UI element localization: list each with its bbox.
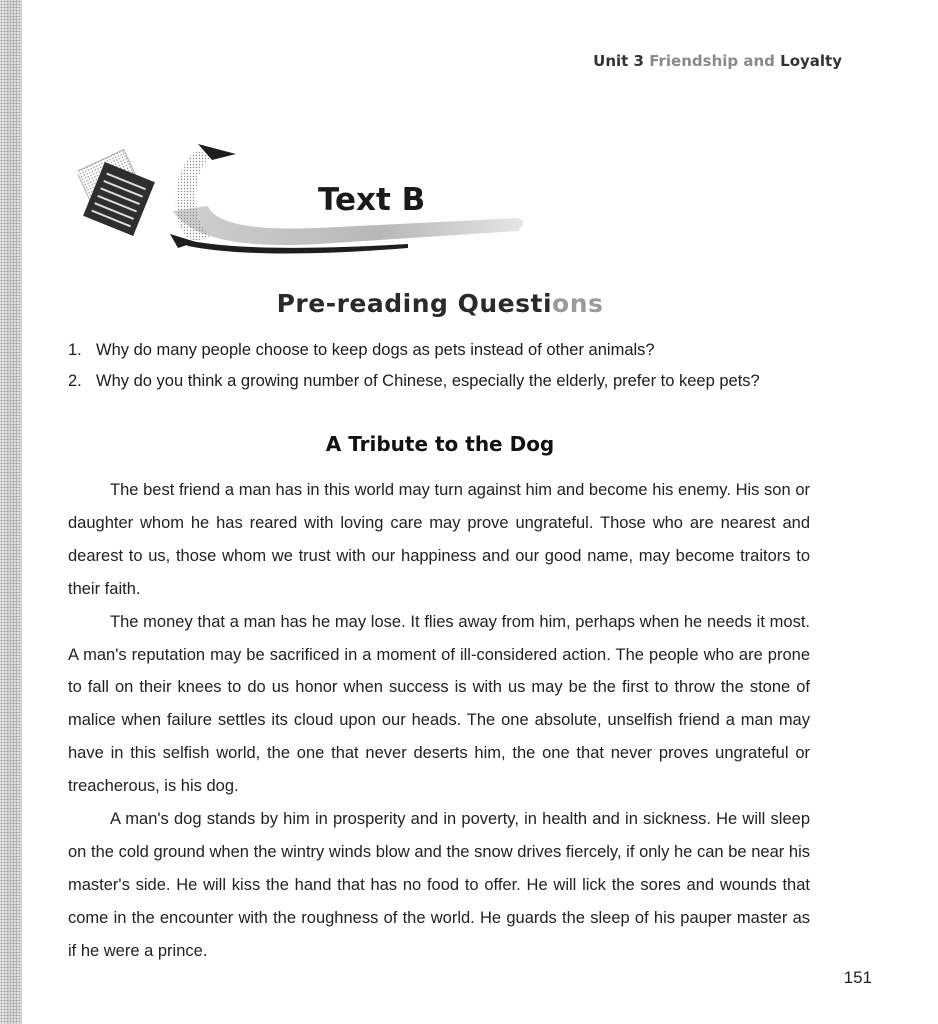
header-unit-topic-end: Loyalty xyxy=(780,52,842,70)
header-unit-label: Unit 3 xyxy=(593,52,644,70)
question-list xyxy=(68,335,828,397)
question-item xyxy=(68,366,828,397)
pre-reading-heading-faded: ons xyxy=(552,289,604,318)
pre-reading-heading xyxy=(0,289,880,318)
text-b-banner xyxy=(78,136,538,266)
question-text: Why do many people choose to keep dogs as pets instead of other animals? xyxy=(96,341,655,359)
article-title: A Tribute to the Dog xyxy=(325,432,555,456)
article-paragraph: A man's dog stands by him in prosperity and in poverty, in health and in sickness. He will sleep on the cold ground when the wintry winds blow and the snow drives fiercely, if only he can be near his master's side. He will kiss the hand that has no food to offer. He will lick the sores and wounds that come in the encounter with the roughness of the world. He guards the sleep of his pauper master as if he were a prince. xyxy=(68,810,810,960)
binding-line xyxy=(8,0,9,1024)
article-paragraph: The best friend a man has in this world may turn against him and become his enemy. His son or daughter whom he has reared with loving care may prove ungrateful. Those who are nearest and dearest to us, those whom we trust with our happiness and our good name, may become traitors to their faith. xyxy=(68,481,810,598)
page-number: 151 xyxy=(843,968,872,987)
page-binding-edge xyxy=(0,0,22,1024)
question-item xyxy=(68,335,828,366)
pre-reading-heading-main: Pre-reading Questi xyxy=(276,289,553,318)
question-text: Why do you think a growing number of Chinese, especially the elderly, prefer to keep pets? xyxy=(96,372,760,390)
section-title: Text B xyxy=(318,182,426,218)
header-unit-topic: Friendship and xyxy=(649,52,775,70)
document-stack-icon xyxy=(78,150,155,236)
article-paragraph: The money that a man has he may lose. It flies away from him, perhaps when he needs it most. A man's reputation may be sacrificed in a moment of ill-considered action. The people who are prone to fall on their knees to do us honor when success is with us may be the first to throw the stone of malice when failure settles its cloud upon our heads. The one absolute, unselfish friend a man may have in this selfish world, the one that never deserts him, the one that never proves ungrateful or treacherous, is his dog. xyxy=(68,612,810,796)
binding-line xyxy=(21,0,22,1024)
article-body xyxy=(68,474,810,968)
question-number: 1. xyxy=(68,341,82,359)
question-number: 2. xyxy=(68,372,82,390)
running-header xyxy=(593,52,842,70)
